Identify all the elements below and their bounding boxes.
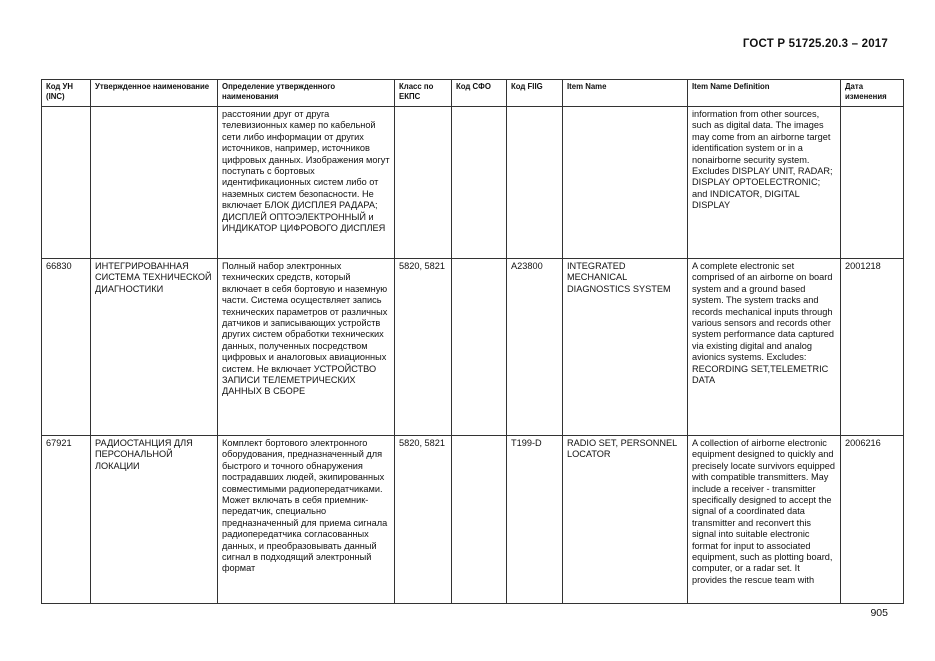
cell-item-definition: information from other sources, such as digital data. The images may come from an airborne target identification system or in a nonairborne security system. Excludes DISPLAY UNIT, RADAR; DISPLAY OPTOELECTRONIC; and INDICATOR, DIGITAL DISPLAY <box>688 107 841 259</box>
cell-inc: 67921 <box>42 436 91 604</box>
table-header-row <box>42 80 904 107</box>
page-number: 905 <box>870 607 888 619</box>
registry-table <box>41 79 904 604</box>
column-header-item-definition: Item Name Definition <box>688 80 841 107</box>
cell-ru-definition: расстоянии друг от друга телевизионных камер по кабельной сети либо информации от других источников, например, источников цифровых данных. Изображения могут поступать с бортовых идентификационных систем либо от наземных систем безопасности. Не включает БЛОК ДИСПЛЕЯ РАДАРА; ДИСПЛЕЙ ОПТОЭЛЕКТРОННЫЙ и ИНДИКАТОР ЦИФРОВОГО ДИСПЛЕЯ <box>218 107 395 259</box>
cell-inc <box>42 107 91 259</box>
cell-fiig-code: A23800 <box>507 259 563 436</box>
cell-item-name: RADIO SET, PERSONNEL LOCATOR <box>563 436 688 604</box>
cell-ekps-class: 5820, 5821 <box>395 436 452 604</box>
column-header-inc: Код УН (INC) <box>42 80 91 107</box>
table-row <box>42 436 904 604</box>
column-header-fiig-code: Код FIIG <box>507 80 563 107</box>
cell-ekps-class <box>395 107 452 259</box>
column-header-change-date: Дата изменения <box>841 80 904 107</box>
cell-inc: 66830 <box>42 259 91 436</box>
cell-sfo-code <box>452 436 507 604</box>
column-header-approved-name: Утвержденное наименование <box>91 80 218 107</box>
cell-fiig-code <box>507 107 563 259</box>
cell-item-definition: A complete electronic set comprised of an airborne on board system and a ground based system. The system tracks and records mechanical inputs through various sensors and records other system performance data captured via existing digital and analog avionics systems. Excludes: RECORDING SET,TELEMETRIC DATA <box>688 259 841 436</box>
cell-change-date: 2001218 <box>841 259 904 436</box>
column-header-sfo-code: Код СФО <box>452 80 507 107</box>
cell-sfo-code <box>452 107 507 259</box>
column-header-item-name: Item Name <box>563 80 688 107</box>
cell-item-definition: A collection of airborne electronic equipment designed to quickly and precisely locate survivors equipped with compatible transmitters. May include a receiver - transmitter specifically designed to accept the signal of a coordinated data transmitter and reconvert this signal into suitable electronic format for input to associated equipment, such as plotting board, computer, or a radar set. It provides the rescue team with <box>688 436 841 604</box>
cell-ru-name <box>91 107 218 259</box>
cell-item-name: INTEGRATED MECHANICAL DIAGNOSTICS SYSTEM <box>563 259 688 436</box>
cell-ru-definition: Полный набор электронных технических средств, который включает в себя бортовую и наземную части. Система осуществляет запись технических параметров от различных датчиков и записывающих устройств других систем обработки технических данных, полученных посредством цифровых и аналоговых авиационных систем. Не включает УСТРОЙСТВО ЗАПИСИ ТЕЛЕМЕТРИЧЕСКИХ ДАННЫХ В СБОРЕ <box>218 259 395 436</box>
cell-change-date: 2006216 <box>841 436 904 604</box>
table-row <box>42 107 904 259</box>
document-header: ГОСТ Р 51725.20.3 – 2017 <box>742 38 888 50</box>
cell-item-name <box>563 107 688 259</box>
cell-ru-name: РАДИОСТАНЦИЯ ДЛЯ ПЕРСОНАЛЬНОЙ ЛОКАЦИИ <box>91 436 218 604</box>
cell-change-date <box>841 107 904 259</box>
cell-ekps-class: 5820, 5821 <box>395 259 452 436</box>
column-header-approved-definition: Определение утвержденного наименования <box>218 80 395 107</box>
column-header-ekps-class: Класс по ЕКПС <box>395 80 452 107</box>
cell-ru-definition: Комплект бортового электронного оборудования, предназначенный для быстрого и точного обнаружения пострадавших людей, экипированных совместимыми радиопередатчиками. Может включать в себя приемник-передатчик, специально предназначенный для приема сигнала радиопередатчика согласованных данных, и преобразовывать данный сигнал в подходящий электронный формат <box>218 436 395 604</box>
cell-sfo-code <box>452 259 507 436</box>
cell-ru-name: ИНТЕГРИРОВАННАЯ СИСТЕМА ТЕХНИЧЕСКОЙ ДИАГНОСТИКИ <box>91 259 218 436</box>
table-row <box>42 259 904 436</box>
cell-fiig-code: T199-D <box>507 436 563 604</box>
